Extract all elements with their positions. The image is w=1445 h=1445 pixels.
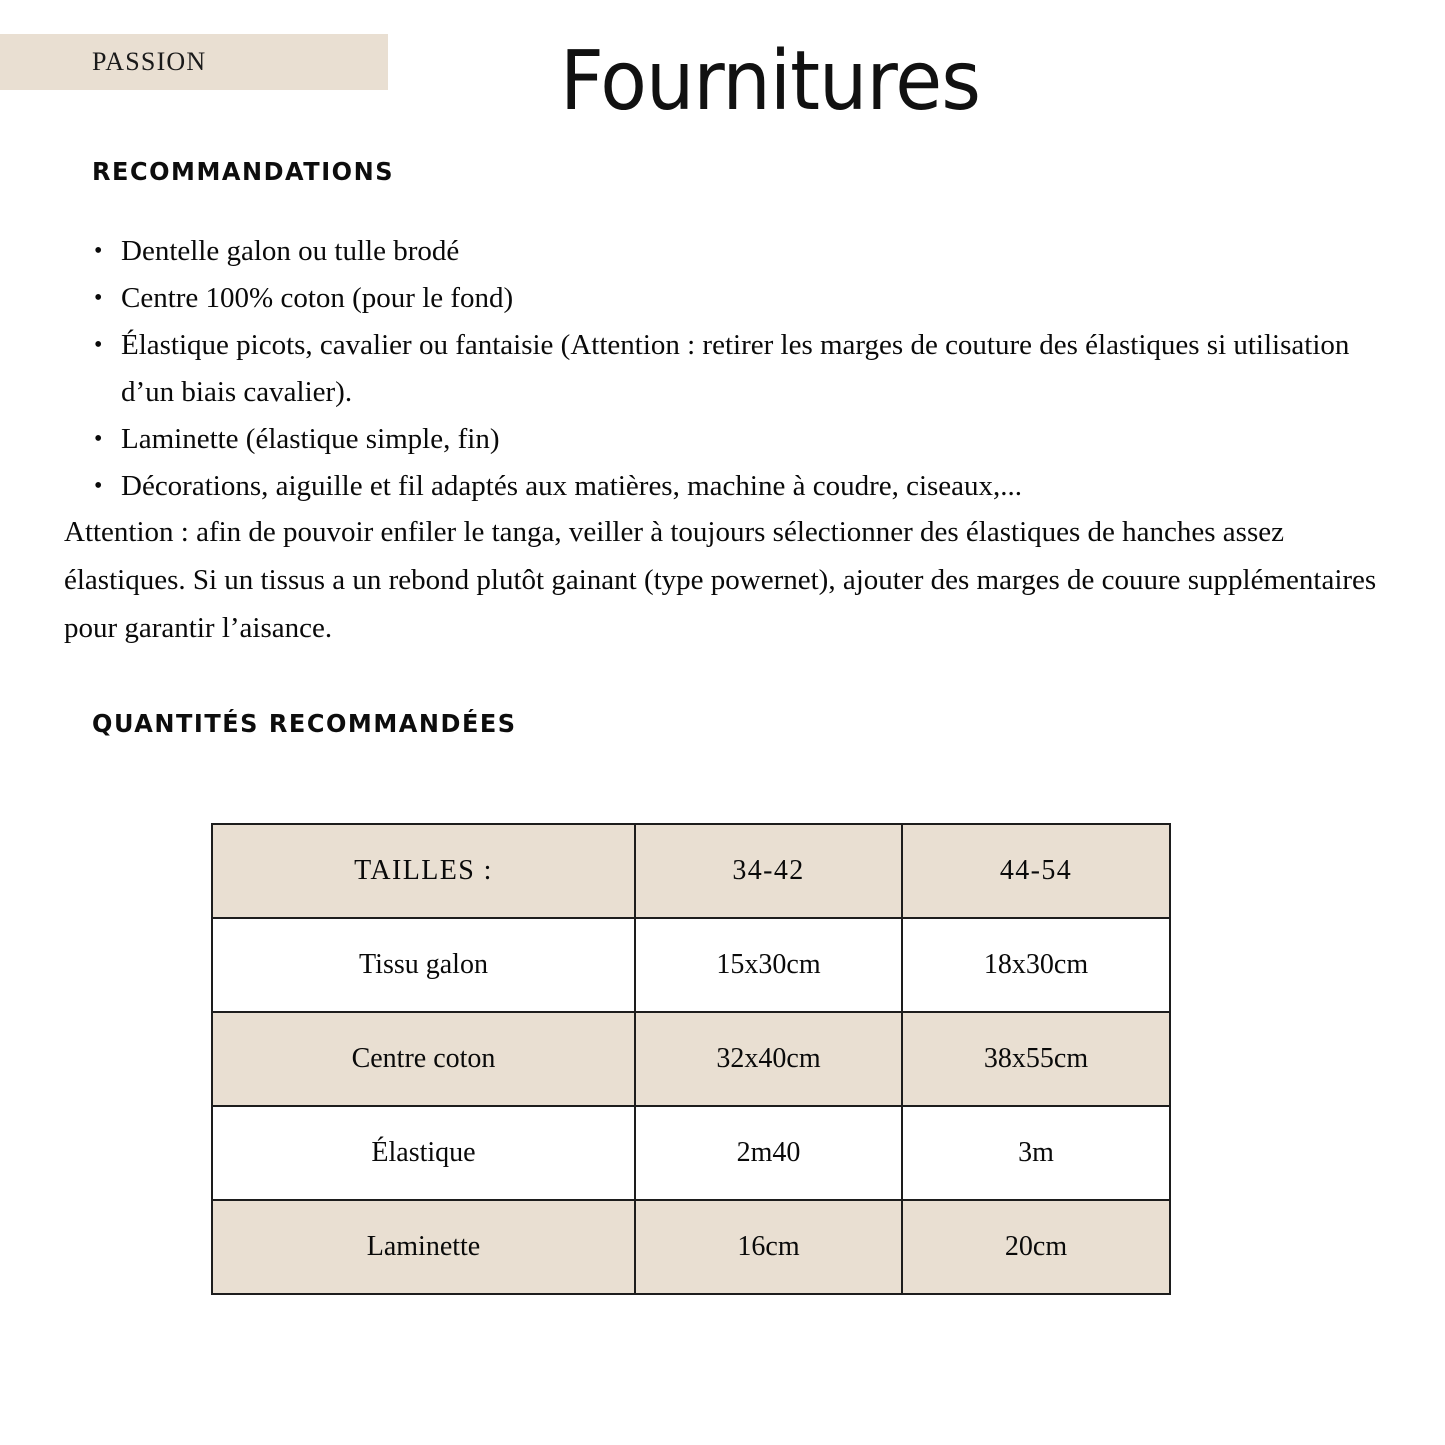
list-item: • Dentelle galon ou tulle brodé	[92, 228, 1382, 275]
row-value-34-42: 2m40	[635, 1106, 902, 1200]
row-value-34-42: 15x30cm	[635, 918, 902, 1012]
section-heading-recommandations: RECOMMANDATIONS	[92, 157, 395, 186]
column-header-34-42: 34-42	[635, 824, 902, 918]
quantities-table-container	[211, 823, 1169, 1293]
brand-label: PASSION	[92, 47, 207, 76]
row-label: Tissu galon	[212, 918, 635, 1012]
table-row	[212, 918, 1170, 1012]
list-item: • Centre 100% coton (pour le fond)	[92, 275, 1382, 322]
row-value-44-54: 18x30cm	[902, 918, 1170, 1012]
row-label: Centre coton	[212, 1012, 635, 1106]
list-item: • Élastique picots, cavalier ou fantaisie (Attention : retirer les marges de couture des élastiques si utilisation d’un biais cavalier).	[92, 322, 1382, 416]
table-row	[212, 1200, 1170, 1294]
list-item: • Laminette (élastique simple, fin)	[92, 416, 1382, 463]
recommendations-list	[92, 228, 1382, 510]
page-title: Fournitures	[559, 34, 981, 129]
list-item: • Décorations, aiguille et fil adaptés aux matières, machine à coudre, ciseaux,...	[92, 463, 1382, 510]
column-header-44-54: 44-54	[902, 824, 1170, 918]
attention-note: Attention : afin de pouvoir enfiler le tanga, veiller à toujours sélectionner des élastiques de hanches assez élastiques. Si un tissus a un rebond plutôt gainant (type powernet), ajouter des marges de couure supplémentaires pour garantir l’aisance.	[64, 516, 1377, 644]
table-row	[212, 1106, 1170, 1200]
row-value-44-54: 38x55cm	[902, 1012, 1170, 1106]
row-value-34-42: 32x40cm	[635, 1012, 902, 1106]
row-value-44-54: 20cm	[902, 1200, 1170, 1294]
column-header-sizes: TAILLES :	[212, 824, 635, 918]
row-label: Élastique	[212, 1106, 635, 1200]
table-header-row	[212, 824, 1170, 918]
quantities-table	[211, 823, 1171, 1295]
row-value-34-42: 16cm	[635, 1200, 902, 1294]
row-label: Laminette	[212, 1200, 635, 1294]
section-heading-quantites: QUANTITÉS RECOMMANDÉES	[92, 709, 517, 738]
row-value-44-54: 3m	[902, 1106, 1170, 1200]
table-row	[212, 1012, 1170, 1106]
